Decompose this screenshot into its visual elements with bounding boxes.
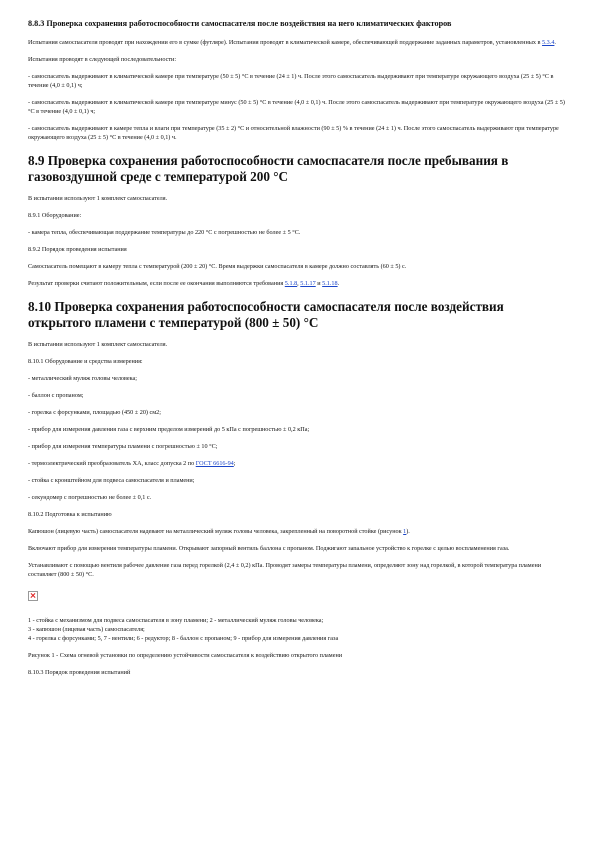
- list-item: - стойка с кронштейном для подвеса самоспасателя и пламени;: [28, 477, 195, 484]
- link-gost-6616-94[interactable]: ГОСТ 6616-94: [195, 460, 234, 467]
- link-figure-1[interactable]: 1: [403, 528, 407, 535]
- paragraph: [28, 527, 567, 536]
- text: Капюшон (лицевую часть) самоспасателя надевают на металлический муляж головы человека, закрепленный на поворотной стойке (рисунок: [28, 528, 404, 535]
- link-5-1-17[interactable]: 5.1.17: [300, 280, 316, 287]
- text: Результат проверки считают положительным, если после ее окончания выполняются требования: [28, 280, 285, 287]
- list-item: - металлический муляж головы человека;: [28, 375, 138, 382]
- paragraph: [28, 38, 567, 47]
- paragraph: [28, 279, 567, 288]
- figure-legend-line: 3 - капюшон (лицевая часть) самоспасателя;: [28, 626, 145, 633]
- text: Испытания самоспасателя проводят при нахождении его в сумке (футляре). Испытания проводят в климатической камере, обеспечивающей поддержание заданных параметров, установленных в: [28, 39, 543, 46]
- paragraph: 8.9.2 Порядок проведения испытания: [28, 246, 127, 253]
- link-5-1-18[interactable]: 5.1.18: [322, 280, 338, 287]
- list-item: - горелка с форсунками, площадью (450 ± 20) см2;: [28, 409, 162, 416]
- paragraph: 8.10.3 Порядок проведения испытаний: [28, 669, 131, 676]
- paragraph: Включают прибор для измерения температуры пламени. Открывают запорный вентиль баллона с пропаном. Поджигают запальное устройство к горелке с целью воспламенения газа.: [28, 545, 510, 552]
- text: .: [337, 280, 340, 287]
- list-item: - камера тепла, обеспечивающая поддержание температуры до 220 °С с погрешностью не более ± 5 °С.: [28, 229, 301, 236]
- link-5-1-8[interactable]: 5.1.8: [284, 280, 298, 287]
- figure-legend-line: 4 - горелка с форсунками; 5, 7 - вентили; 6 - редуктор; 8 - баллон с пропаном; 9 - прибор для измерения давления газа: [28, 635, 339, 642]
- paragraph: Устанавливают с помощью вентиля рабочее давление газа перед горелкой (2,4 ± 0,2) кПа. Проводят замеры температуры пламени, определяют зону над горелкой, в которой температура пламени составляет (800 ± 50) °С.: [28, 562, 542, 578]
- text: - термоэлектрический преобразователь ХА, класс допуска 2 по: [28, 460, 196, 467]
- section-8-9-title: 8.9 Проверка сохранения работоспособности самоспасателя после пребывания в газовоздушной среде с температурой 200 °С: [28, 153, 509, 184]
- text: ;: [233, 460, 236, 467]
- paragraph: В испытании используют 1 комплект самоспасателя.: [28, 341, 168, 348]
- figure-caption: Рисунок 1 - Схема огневой установки по определению устойчивости самоспасателя к воздействию открытого пламени: [28, 652, 343, 659]
- list-item: - баллон с пропаном;: [28, 392, 84, 399]
- list-item: - самоспасатель выдерживают в камере тепла и влаги при температуре (35 ± 2) °С и относительной влажности (90 ± 5) % в течение (24 ± 1) ч. После этого самоспасатель выдерживают при температуре окружающего воздуха (25 ± 5) °С в течение (4,0 ± 0,1) ч.: [28, 125, 559, 141]
- paragraph: 8.10.2 Подготовка к испытанию: [28, 511, 112, 518]
- paragraph: 8.10.1 Оборудование и средства измерения:: [28, 358, 143, 365]
- text: ,: [297, 280, 301, 287]
- section-8-10-title: 8.10 Проверка сохранения работоспособности самоспасателя после воздействия открытого пламени с температурой (800 ± 50) °С: [28, 299, 504, 330]
- paragraph: В испытании используют 1 комплект самоспасателя.: [28, 195, 168, 202]
- figure-legend-line: 1 - стойка с механизмом для подвеса самоспасателя в зону пламени; 2 - металлический муляж головы человека;: [28, 617, 324, 624]
- list-item: [28, 459, 567, 468]
- paragraph: Испытания проводят в следующей последовательности:: [28, 56, 177, 63]
- list-item: - прибор для измерения температуры пламени с погрешностью ± 10 °С;: [28, 443, 218, 450]
- broken-image-icon: [28, 591, 38, 601]
- list-item: - секундомер с погрешностью не более ± 0,1 с.: [28, 494, 152, 501]
- link-5-3-4[interactable]: 5.3.4: [542, 39, 555, 46]
- list-item: - самоспасатель выдерживают в климатической камере при температуре (50 ± 5) °С в течение (24 ± 1) ч. После этого самоспасатель выдерживают при температуре окружающего воздуха (25 ± 5) °С в течение (4,0 ± 0,1) ч;: [28, 73, 554, 89]
- list-item: - прибор для измерения давления газа с верхним пределом измерений до 5 кПа с погрешностью ± 0,2 кПа;: [28, 426, 310, 433]
- list-item: - самоспасатель выдерживают в климатической камере при температуре минус (50 ± 5) °С в течение (4,0 ± 0,1) ч. После этого самоспасатель выдерживают при температуре окружающего воздуха (25 ± 5) °С в течение (4,0 ± 0,1) ч;: [28, 99, 565, 115]
- paragraph: Самоспасатель помещают в камеру тепла с температурой (200 ± 20) °С. Время выдержки самоспасателя в камере должно составлять (60 ± 5) с.: [28, 263, 407, 270]
- section-8-8-3-title: 8.8.3 Проверка сохранения работоспособности самоспасателя после воздействия на него климатических факторов: [28, 19, 452, 28]
- text: .: [554, 39, 556, 46]
- paragraph: 8.9.1 Оборудование:: [28, 212, 82, 219]
- text: и: [315, 280, 323, 287]
- text: ).: [406, 528, 410, 535]
